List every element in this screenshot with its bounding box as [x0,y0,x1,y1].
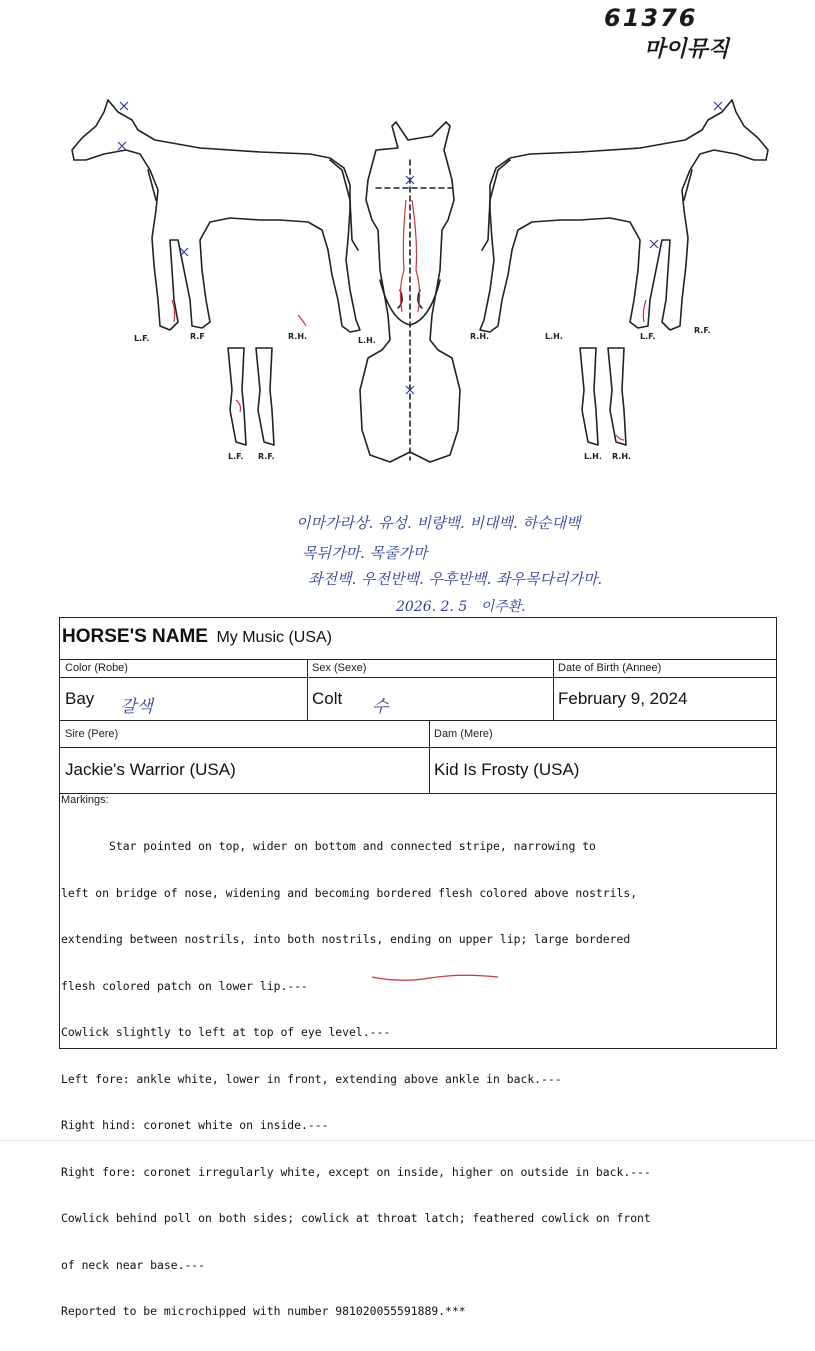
horse-korean-name: 마이뮤직 [644,37,730,62]
markings-line: Right fore: coronet irregularly white, except on inside, higher on outside in back.--- [61,1164,651,1179]
color-value: Bay [65,689,95,708]
markings-line: flesh colored patch on lower lip.--- [61,978,308,993]
label-right-rh: R.H. [470,332,490,341]
dob-value: February 9, 2024 [558,689,688,708]
markings-line: of neck near base.--- [61,1257,206,1272]
horse-identification-form [59,617,777,1318]
label-left-rh: R.H. [288,332,308,341]
markings-line: Left fore: ankle white, lower in front, extending above ankle in back.--- [61,1071,562,1086]
color-label: Color (Robe) [65,662,128,674]
sex-handwritten: 수 [372,697,389,717]
scan-edge-line [0,1140,815,1141]
label-right-lf: L.F. [640,332,656,341]
dam-value: Kid Is Frosty (USA) [434,760,580,779]
markings-label: Markings: [61,794,109,806]
dam-label: Dam (Mere) [434,728,493,740]
microchip-underline [370,973,500,983]
label-left-rf: R.F [190,332,205,341]
front-view-head-outline [360,122,460,462]
sire-value: Jackie's Warrior (USA) [65,760,236,779]
hind-legs-outline [580,348,626,445]
markings-line: extending between nostrils, into both nostrils, ending on upper lip; large bordered [61,932,631,946]
label-right-lh: L.H. [545,332,563,341]
dob-label: Date of Birth (Annee) [558,662,662,674]
horse-name-value: My Music (USA) [216,629,332,646]
horse-name-row [62,626,332,648]
label-left-lh: L.H. [358,336,376,345]
color-handwritten: 갈색 [120,697,153,717]
markings-line: Cowlick behind poll on both sides; cowlick at throat latch; feathered cowlick on front [61,1211,651,1225]
handwritten-signature-line: 2026. 2. 5 이주환. [396,599,526,615]
sex-label: Sex (Sexe) [312,662,367,674]
right-side-horse-outline [480,100,768,332]
label-hind-lh: L.H. [584,452,602,461]
sire-label: Sire (Pere) [65,728,119,740]
record-number: 61376 [604,4,698,32]
markings-line: Reported to be microchipped with number 981020055591889.*** [61,1304,466,1318]
markings-line: Right hind: coronet white on inside.--- [61,1118,329,1132]
horse-name-label: HORSE'S NAME [62,626,208,647]
front-legs-outline [228,348,274,445]
handwritten-note-line1: 이마가라상. 유성. 비량백. 비대백. 하순대백 [296,514,581,532]
horse-markings-diagram [60,90,780,470]
markings-line: Star pointed on top, wider on bottom and connected stripe, narrowing to [61,839,596,853]
label-hind-rh: R.H. [612,452,632,461]
markings-line: Cowlick slightly to left at top of eye level.--- [61,1025,391,1039]
label-front-rf: R.F. [258,452,275,461]
label-left-lf: L.F. [134,334,150,343]
left-side-horse-outline [72,100,360,332]
sex-value: Colt [312,689,343,708]
handwritten-note-line2: 목뒤가마. 목줄가마 [302,544,428,562]
label-right-rf: R.F. [694,326,711,335]
label-front-lf: L.F. [228,452,244,461]
markings-text [61,808,651,1351]
markings-line: left on bridge of nose, widening and becoming bordered flesh colored above nostrils, [61,885,638,900]
handwritten-note-line3: 좌전백. 우전반백. 우후반백. 좌우목다리가마. [308,570,603,588]
